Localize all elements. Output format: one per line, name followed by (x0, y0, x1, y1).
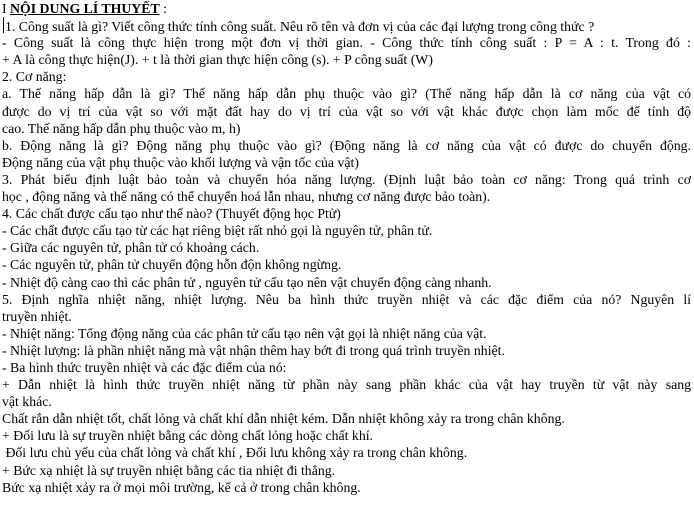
text-line: Đối lưu chủ yếu của chất lỏng và chất khí , Đối lưu không xảy ra trong chân không. (2, 445, 468, 461)
text-line: vật khác. (2, 394, 52, 410)
text-line: Bức xạ nhiệt xảy ra ở mọi môi trường, kể cả ở trong chân không. (2, 479, 361, 495)
text-line: - Nhiệt lượng: là phần nhiệt năng mà vật nhận thêm hay bớt đi trong quá trình truyền nhiệt. (2, 342, 505, 358)
section-title (2, 0, 691, 17)
text-line: Động năng của vật phụ thuộc vào khối lượng và vận tốc của vật) (2, 154, 359, 170)
text-line: - Giữa các nguyên tử, phân tử có khoảng cách. (2, 240, 260, 256)
text-line: cao. Thế năng hấp dẫn phụ thuộc vào m, h) (2, 120, 241, 136)
text-line: - Ba hình thức truyền nhiệt và các đặc điểm của nó: (2, 359, 287, 375)
text-line: - Các chất được cấu tạo từ các hạt riêng biệt rất nhỏ gọi là nguyên tử, phân tử. (2, 223, 433, 239)
text-line: 2. Cơ năng: (2, 69, 67, 85)
text-line: - Nhiệt độ càng cao thì các phân tử , nguyên tử cấu tạo nên vật chuyển động càng nhanh. (2, 274, 492, 290)
text-line: 4. Các chất được cấu tạo như thế nào? (Thuyết động học Ptử) (2, 206, 341, 222)
text-line: - Các nguyên tử, phân tử chuyển động hỗn độn không ngừng. (2, 257, 342, 273)
text-line: 5. Định nghĩa nhiệt năng, nhiệt lượng. Nêu ba hình thức truyền nhiệt và các đặc điểm của nó? Nguyên lí (2, 291, 691, 307)
text-line: + Đối lưu là sự truyền nhiệt bằng các dòng chất lỏng hoặc chất khí. (2, 428, 374, 444)
title-suffix: : (159, 1, 167, 16)
text-line: + A là công thực hiện(J). + t là thời gian thực hiện công (s). + P công suất (W) (2, 52, 433, 68)
text-line: được do vị trí của vật so với mặt đất hay do vị trí của vật so với vật khác được chọn làm mốc để tính độ (2, 103, 691, 119)
title-underlined: NỘI DUNG LÍ THUYẾT (10, 1, 160, 16)
text-line: Chất rắn dẫn nhiệt tốt, chất lỏng và chất khí dẫn nhiệt kém. Dẫn nhiệt không xảy ra trong chân không. (2, 411, 565, 427)
text-cursor (3, 17, 4, 33)
text-line: 3. Phát biểu định luật bảo toàn và chuyển hóa năng lượng. (Định luật bảo toàn cơ năng: Trong quá trình cơ (2, 171, 691, 187)
text-line: truyền nhiệt. (2, 308, 72, 324)
text-line: + Bức xạ nhiệt là sự truyền nhiệt bằng các tia nhiệt đi thẳng. (2, 462, 336, 478)
text-line: - Công suất là công thực hiện trong một đơn vị thời gian. - Công thức tính công suất : P = A : t. Trong đó : (2, 35, 691, 51)
text-line: - Nhiệt năng: Tổng động năng của các phân tử cấu tạo nên vật gọi là nhiệt năng của vật. (2, 325, 487, 341)
text-line: 1. Công suất là gì? Viết công thức tính công suất. Nêu rõ tên và đơn vị của các đại lượng trong công thức ? (5, 19, 595, 35)
title-prefix: I (2, 1, 11, 16)
text-line: + Dẫn nhiệt là hình thức truyền nhiệt năng từ phần này sang phần khác của vật hay truyền từ vật này sang (2, 377, 691, 393)
text-line: a. Thế năng hấp dẫn là gì? Thế năng hấp dẫn phụ thuộc vào gì? (Thế năng hấp dẫn là cơ năng của vật có (2, 86, 691, 102)
text-line: học , động năng và thế năng có thể chuyển hoá lẫn nhau, nhưng cơ năng được bảo toàn). (2, 189, 491, 205)
text-line: b. Động năng là gì? Động năng phụ thuộc vào gì? (Động năng là cơ năng của vật có được do chuyển động. (2, 137, 691, 153)
